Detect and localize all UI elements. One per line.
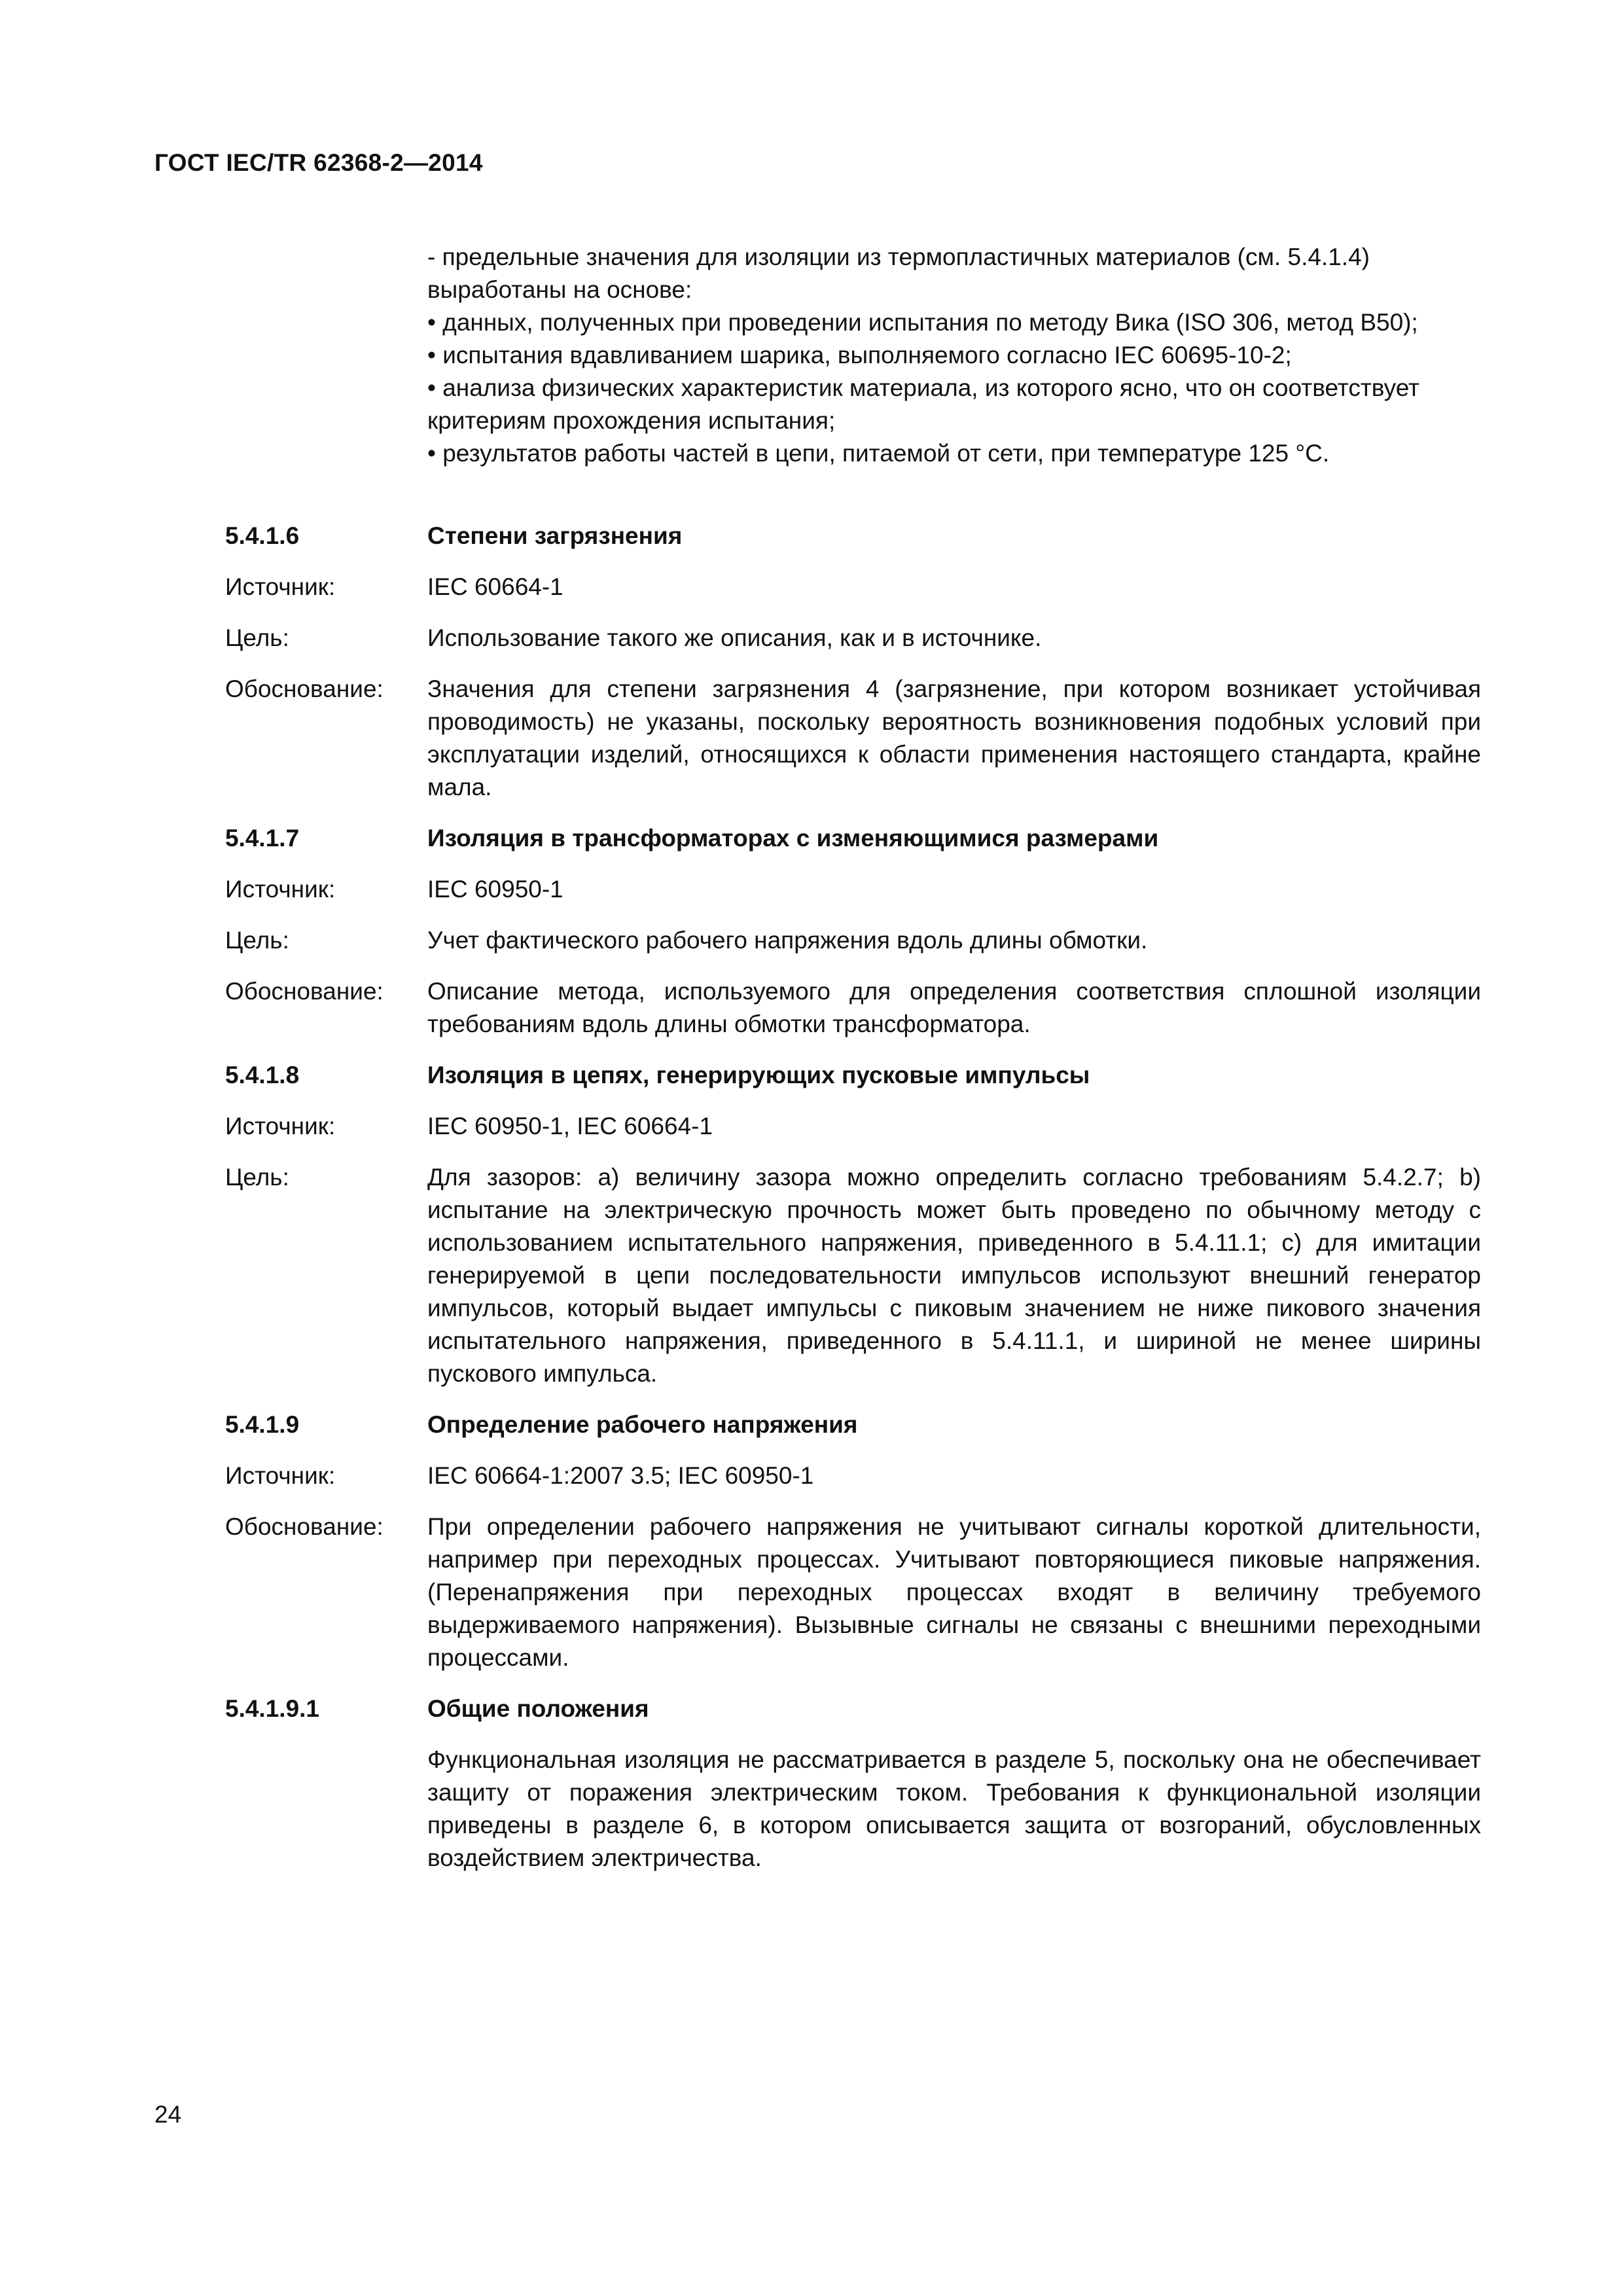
clause-row (225, 622, 1481, 655)
clause-number: 5.4.1.9 (225, 1411, 300, 1438)
row-text: Использование такого же описания, как и в источнике. (427, 624, 1042, 651)
row-label: Цель: (225, 624, 289, 651)
clause-title: Степени загрязнения (427, 522, 683, 549)
intro-line: • испытания вдавливанием шарика, выполняемого согласно IEC 60695-10-2; (427, 342, 1292, 368)
clause-heading-row (225, 1693, 1481, 1725)
clause-number: 5.4.1.8 (225, 1062, 300, 1088)
row-text: IEC 60950-1 (427, 876, 563, 903)
row-label: Источник: (225, 1462, 336, 1489)
clause-number: 5.4.1.7 (225, 825, 300, 852)
intro-line: • результатов работы частей в цепи, питаемой от сети, при температуре 125 °С. (427, 440, 1330, 467)
row-text: Описание метода, используемого для определения соответствия сплошной изоляции требованиям вдоль длины обмотки трансформатора. (427, 978, 1481, 1037)
clause-row (225, 975, 1481, 1041)
row-text: IEC 60664-1:2007 3.5; IEC 60950-1 (427, 1462, 814, 1489)
row-text: Учет фактического рабочего напряжения вдоль длины обмотки. (427, 927, 1148, 954)
clause-title: Общие положения (427, 1695, 649, 1722)
page-number: 24 (154, 2101, 182, 2128)
clause-row (225, 1511, 1481, 1674)
intro-list (427, 241, 1481, 470)
clause-number: 5.4.1.6 (225, 522, 300, 549)
intro-line: • данных, полученных при проведении испытания по методу Вика (ISO 306, метод B50); (427, 309, 1418, 336)
row-label: Источник: (225, 1113, 336, 1139)
clause-row (225, 673, 1481, 804)
row-text: Функциональная изоляция не рассматривается в разделе 5, поскольку она не обеспечивает защиту от поражения электрическим током. Требования к функциональной изоляции приведены в разделе 6, в котором описывается защита от возгораний, обусловленных воздействием электричества. (427, 1746, 1481, 1871)
clause-row (225, 873, 1481, 906)
row-text: IEC 60950-1, IEC 60664-1 (427, 1113, 713, 1139)
clause-heading-row (225, 1059, 1481, 1092)
intro-line: • анализа физических характеристик материала, из которого ясно, что он соответствует критериям прохождения испытания; (427, 374, 1419, 434)
row-label: Источник: (225, 876, 336, 903)
row-text: Значения для степени загрязнения 4 (загрязнение, при котором возникает устойчивая проводимость) не указаны, поскольку вероятность возникновения подобных условий при эксплуатации изделий, относящихся к области применения настоящего стандарта, крайне мала. (427, 675, 1481, 800)
clause-row (225, 1110, 1481, 1143)
intro-line: - предельные значения для изоляции из термопластичных материалов (см. 5.4.1.4) выработаны на основе: (427, 243, 1370, 303)
clause-title: Определение рабочего напряжения (427, 1411, 858, 1438)
clause-heading-row (225, 1408, 1481, 1441)
row-label: Цель: (225, 1164, 289, 1191)
row-label: Обоснование: (225, 675, 383, 702)
clause-row (225, 1161, 1481, 1390)
clause-row (225, 571, 1481, 603)
row-label: Обоснование: (225, 978, 383, 1005)
row-text: Для зазоров: a) величину зазора можно определить согласно требованиям 5.4.2.7; b) испытание на электрическую прочность может быть проведено по обычному методу с использованием испытательного напряжения, приведенного в 5.4.11.1; c) для имитации генерируемой в цепи последовательности импульсов используют внешний генератор импульсов, который выдает импульсы с пиковым значением не ниже пикового значения испытательного напряжения, приведенного в 5.4.11.1, и шириной не менее ширины пускового импульса. (427, 1164, 1481, 1387)
clause-heading-row (225, 822, 1481, 855)
row-label: Источник: (225, 573, 336, 600)
clause-title: Изоляция в трансформаторах с изменяющимися размерами (427, 825, 1159, 852)
row-label (225, 1744, 427, 1874)
row-text: При определении рабочего напряжения не учитывают сигналы короткой длительности, например при переходных процессах. Учитывают повторяющиеся пиковые напряжения. (Перенапряжения при переходных процессах входят в величину требуемого выдерживаемого напряжения). Вызывные сигналы не связаны с внешними переходными процессами. (427, 1513, 1481, 1671)
clause-heading-row (225, 520, 1481, 552)
clause-row (225, 924, 1481, 957)
clause-row (225, 1460, 1481, 1492)
row-label: Обоснование: (225, 1513, 383, 1540)
clause-number: 5.4.1.9.1 (225, 1695, 320, 1722)
clause-row (225, 1744, 1481, 1874)
row-label: Цель: (225, 927, 289, 954)
clause-title: Изоляция в цепях, генерирующих пусковые импульсы (427, 1062, 1090, 1088)
clauses (225, 520, 1481, 1893)
row-text: IEC 60664-1 (427, 573, 563, 600)
document-header: ГОСТ IEC/TR 62368-2—2014 (154, 149, 483, 176)
